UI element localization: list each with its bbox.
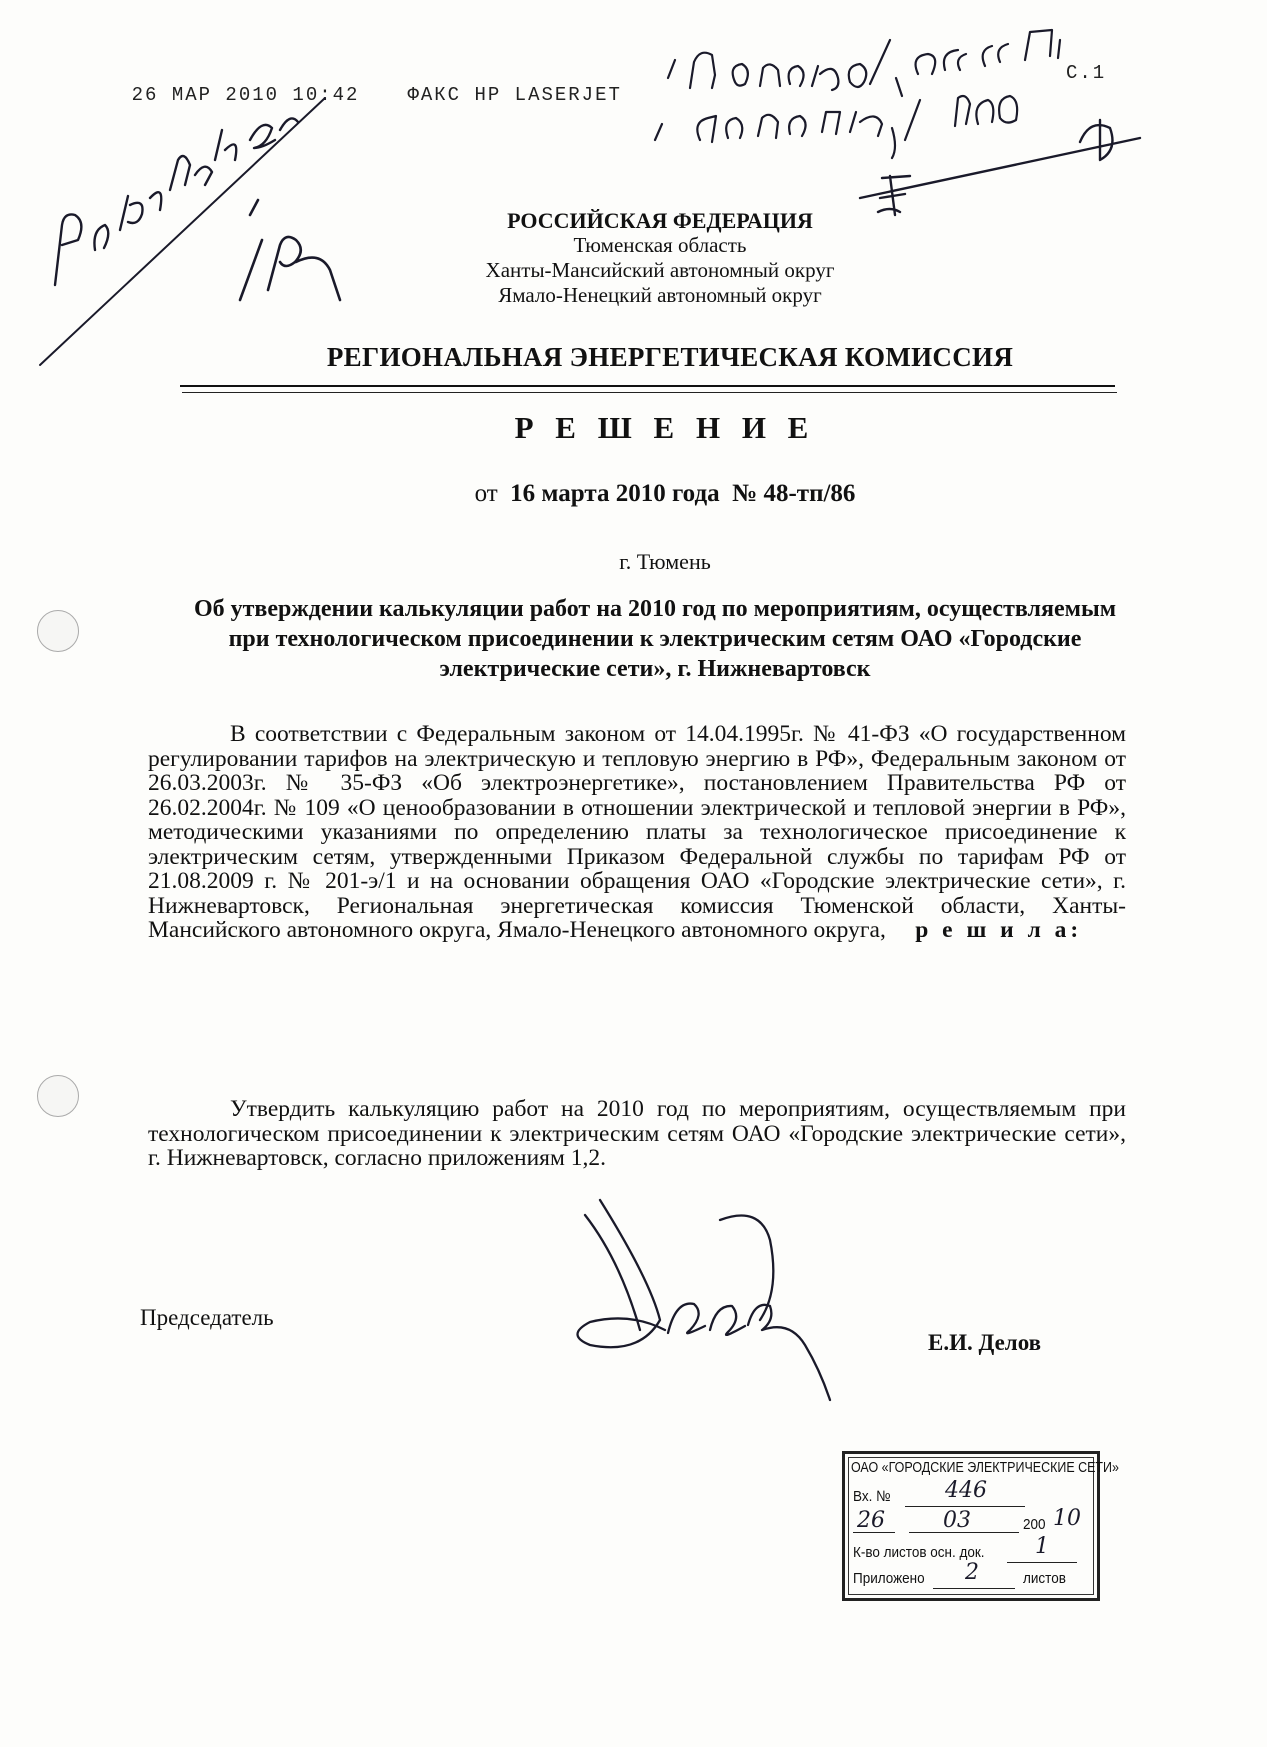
stamp-incoming-row (853, 1488, 891, 1505)
margin-initials (240, 200, 340, 300)
stamp-attached-suffix: листов (1023, 1570, 1066, 1587)
document-city: г. Тюмень (619, 549, 711, 574)
region-tyumen: Тюменская область (573, 233, 747, 257)
stamp-incoming-number: 446 (945, 1478, 987, 1503)
stamp-year-row (1023, 1516, 1046, 1533)
document-type: Р Е Ш Е Н И Е (514, 410, 816, 445)
stamp-sheets-label: К-во листов осн. док. (853, 1544, 985, 1561)
fax-page-number: С.1 (1066, 62, 1107, 84)
date-prefix: от (474, 480, 498, 507)
header-rule (180, 385, 1115, 387)
signer-title: Председатель (140, 1305, 274, 1330)
stamp-incoming-label: Вх. № (853, 1488, 891, 1505)
document-number: № 48-тп/86 (732, 480, 856, 507)
country-name: РОССИЙСКАЯ ФЕДЕРАЦИЯ (507, 208, 813, 233)
stamp-year-prefix: 200 (1023, 1516, 1046, 1533)
document-date: 16 марта 2010 года (510, 480, 720, 507)
margin-note-scribble (55, 118, 298, 285)
issuer-heading (380, 208, 940, 308)
region-khmao: Ханты-Мансийский автономный округ (485, 258, 835, 282)
document-subject: Об утверждении калькуляции работ на 2010 год по мероприятиям, осуществляемым при технологическом присоединении к электрическим сетям ОАО «Городские электрические сети», г. Нижневартовск (193, 596, 1117, 682)
fax-device: ФАКС HP LASERJET (407, 84, 622, 106)
signer-name: Е.И. Делов (928, 1330, 1042, 1355)
resolution-paragraph: Утвердить калькуляцию работ на 2010 год по мероприятиям, осуществляемым при технологическом присоединении к электрическим сетям ОАО «Городские электрические сети», г. Нижневартовск, согласно приложениям 1,2. (148, 1096, 1126, 1171)
resolved-word: р е ш и л а: (915, 917, 1083, 943)
routing-scribble (860, 120, 1140, 215)
fax-header (78, 62, 622, 128)
header-rule-second (182, 392, 1117, 393)
preamble-paragraph (148, 722, 1126, 943)
stamp-year-suffix: 10 (1053, 1506, 1081, 1531)
stamp-organization: ОАО «ГОРОДСКИЕ ЭЛЕКТРИЧЕСКИЕ СЕТИ» (851, 1460, 1119, 1476)
preamble-text: В соответствии с Федеральным законом от 14.04.1995г. № 41-ФЗ «О государственном регулировании тарифов на электрическую и тепловую энергию в РФ», Федеральным законом от 26.03.2003г. № 35-ФЗ «Об электроэнергетике», постановлением Правительства РФ от 26.02.2004г. № 109 «О ценообразовании в отношении электрической и тепловой энергии в РФ», методическими указаниями по определению платы за технологическое присоединение к электрическим сетям, утвержденными Приказом Федеральной службы по тарифам РФ от 21.08.2009 г. № 201-э/1 и на основании обращения ОАО «Городские электрические сети», г. Нижневартовск, Региональная энергетическая комиссия Тюменской области, Ханты-Мансийского автономного округа, Ямало-Ненецкого автономного округа, (148, 721, 1126, 943)
handwriting-line-2 (655, 96, 1017, 158)
incoming-registration-stamp (842, 1451, 1119, 1601)
stamp-attached-label: Приложено (853, 1570, 925, 1587)
stamp-sheets-row (853, 1544, 985, 1561)
region-yanao: Ямало-Ненецкий автономный округ (498, 283, 822, 307)
chairman-signature (578, 1200, 831, 1400)
document-date-line (330, 480, 1000, 508)
punch-hole-top (37, 610, 79, 652)
handwriting-line-1 (668, 30, 1060, 96)
fax-timestamp: 26 МАР 2010 10:42 (131, 84, 360, 106)
commission-title: РЕГИОНАЛЬНАЯ ЭНЕРГЕТИЧЕСКАЯ КОМИССИЯ (326, 342, 1014, 372)
margin-diagonal-line (40, 98, 325, 365)
stamp-incoming-line (905, 1506, 1025, 1507)
stamp-attached-row (853, 1570, 925, 1587)
punch-hole-bottom (37, 1075, 79, 1117)
stamp-sheets-line (1007, 1562, 1077, 1563)
stamp-sheets-value: 1 (1035, 1534, 1049, 1559)
stamp-attached-value: 2 (965, 1560, 979, 1585)
stamp-month: 03 (943, 1508, 971, 1533)
stamp-attached-line (933, 1588, 1015, 1589)
stamp-day: 26 (857, 1508, 885, 1533)
stamp-attached-suffix-row (1023, 1570, 1066, 1587)
